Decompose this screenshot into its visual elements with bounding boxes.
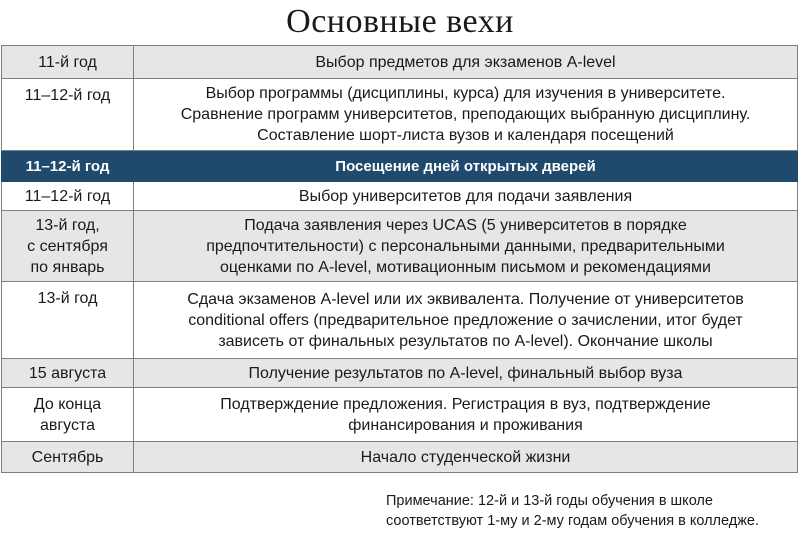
- year-cell: До конца августа: [2, 388, 134, 442]
- year-cell: 11–12-й год: [2, 182, 134, 211]
- event-cell: Выбор университетов для подачи заявления: [134, 182, 798, 211]
- footnote-line: соответствуют 1-му и 2-му годам обучения в колледже.: [386, 513, 759, 529]
- year-cell: 15 августа: [2, 359, 134, 388]
- table-row: [2, 151, 798, 182]
- event-cell: Выбор предметов для экзаменов A-level: [134, 46, 798, 79]
- footnote-line: Примечание: 12-й и 13-й годы обучения в школе: [386, 493, 713, 509]
- table-row: [2, 442, 798, 473]
- year-cell: 11-й год: [2, 46, 134, 79]
- event-cell: Выбор программы (дисциплины, курса) для изучения в университете. Сравнение программ университетов, преподающих выбранную дисциплину. Составление шорт-листа вузов и календаря посещений: [134, 79, 798, 151]
- table-row: [2, 211, 798, 282]
- event-cell: Подача заявления через UCAS (5 университетов в порядке предпочтительности) с персональными данными, предварительными оценками по A-level, мотивационным письмом и рекомендациями: [134, 211, 798, 282]
- event-cell: Подтверждение предложения. Регистрация в вуз, подтверждение финансирования и проживания: [134, 388, 798, 442]
- event-cell: Посещение дней открытых дверей: [134, 151, 798, 182]
- table-row: [2, 182, 798, 211]
- event-cell: Начало студенческой жизни: [134, 442, 798, 473]
- table-row: [2, 79, 798, 151]
- year-cell: 11–12-й год: [2, 151, 134, 182]
- event-cell: Получение результатов по A-level, финальный выбор вуза: [134, 359, 798, 388]
- table-row: [2, 388, 798, 442]
- year-cell: 13-й год, с сентября по январь: [2, 211, 134, 282]
- milestones-table: [1, 45, 798, 473]
- table-row: [2, 282, 798, 359]
- page-title: Основные вехи: [286, 3, 514, 40]
- table-row: [2, 359, 798, 388]
- footnote: [386, 491, 796, 531]
- year-cell: 13-й год: [2, 282, 134, 359]
- table-row: [2, 46, 798, 79]
- year-cell: 11–12-й год: [2, 79, 134, 151]
- event-cell: Сдача экзаменов A-level или их эквивалента. Получение от университетов conditional offers (предварительное предложение о зачислении, итог будет зависеть от финальных результатов по A-level). Окончание школы: [134, 282, 798, 359]
- year-cell: Сентябрь: [2, 442, 134, 473]
